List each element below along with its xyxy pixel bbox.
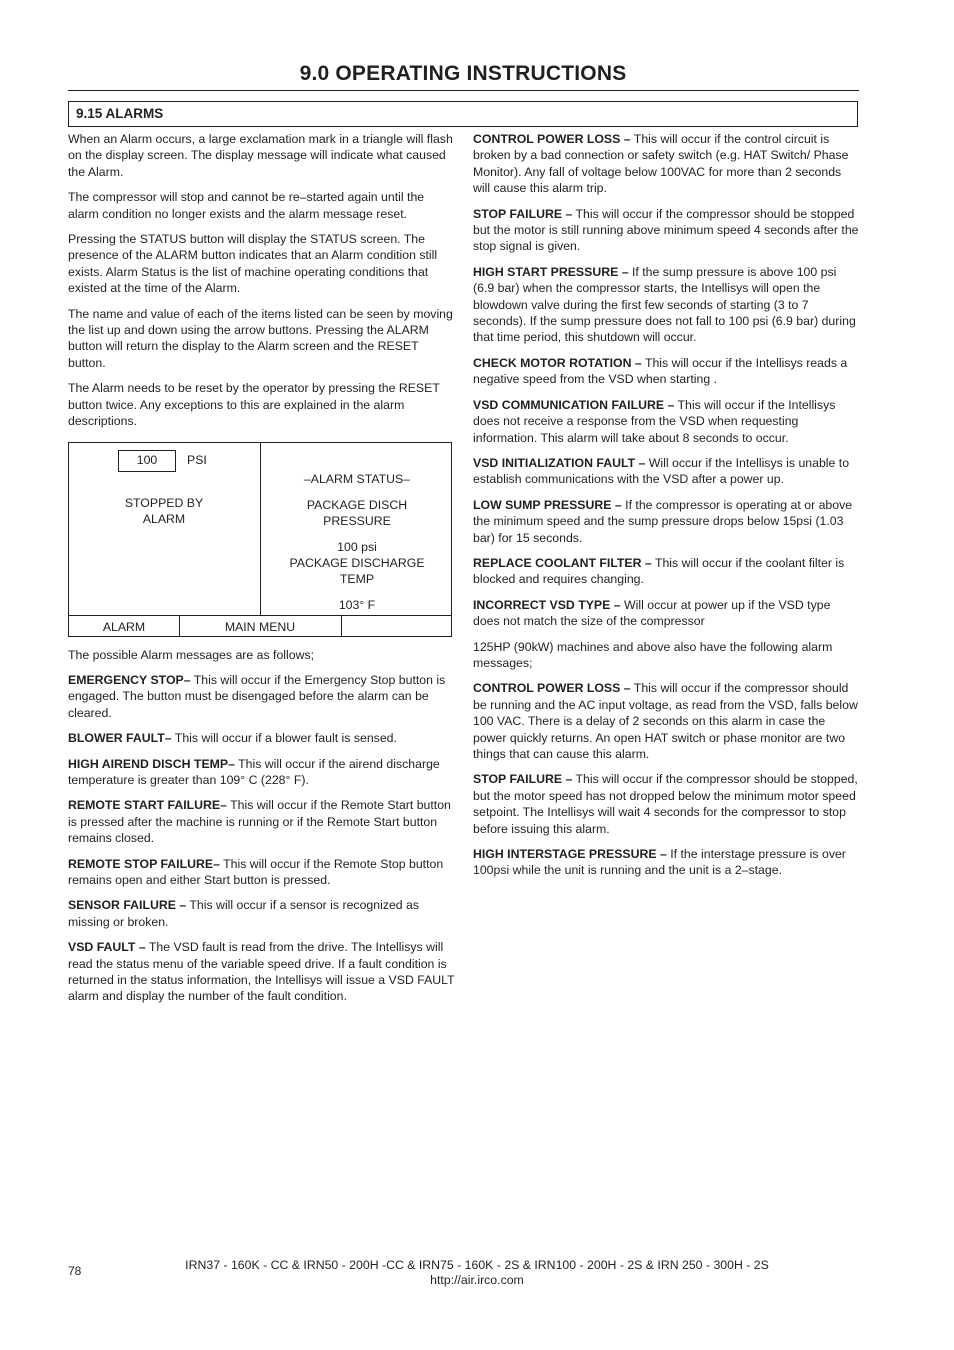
pressure-unit: PSI	[187, 452, 207, 467]
alarm-entry	[473, 455, 860, 488]
alarm-description: This will occur if the airend discharge temperature is greater than 109° C (228° F).	[68, 756, 440, 787]
alarm-name: BLOWER FAULT–	[68, 731, 172, 746]
footer-url: http://air.irco.com	[430, 1273, 524, 1287]
title-divider	[68, 90, 859, 91]
page-title: 9.0 OPERATING INSTRUCTIONS	[299, 62, 627, 85]
alarm-entry	[473, 397, 860, 446]
alarm-description: This will occur if the Intellisys reads a negative speed from the VSD when starting .	[473, 355, 848, 387]
alarm-name: EMERGENCY STOP–	[68, 672, 191, 687]
paragraph: Pressing the STATUS button will display the STATUS screen. The presence of the ALARM button indicates that an Alarm condition still exists. Alarm Status is the list of machine operating conditions that existed at the time of the Alarm.	[68, 232, 438, 296]
alarm-entry	[473, 680, 860, 762]
alarm-entry	[473, 131, 860, 197]
alarm-entry	[68, 939, 456, 1005]
status-item-line: PACKAGE DISCH	[306, 497, 408, 512]
softkey-alarm: ALARM	[102, 619, 146, 634]
alarm-name: REMOTE START FAILURE–	[68, 798, 227, 813]
alarm-name: CONTROL POWER LOSS –	[473, 681, 631, 696]
alarm-entry	[473, 497, 860, 546]
softkey-divider	[69, 615, 451, 616]
alarm-name: INCORRECT VSD TYPE –	[473, 597, 621, 612]
status-item-value: 100 psi	[337, 539, 377, 554]
machine-state-line: ALARM	[142, 511, 186, 526]
alarm-entry	[473, 846, 860, 879]
status-item-value: 103° F	[338, 597, 376, 612]
alarm-description: This will occur if the compressor should be stopped but the motor is still running above minimum speed 4 seconds after the stop signal is given.	[473, 206, 859, 254]
alarm-name: HIGH INTERSTAGE PRESSURE –	[473, 847, 667, 862]
alarm-entry	[473, 355, 860, 388]
alarm-name: LOW SUMP PRESSURE –	[473, 497, 622, 512]
alarm-description: This will occur if the control circuit is broken by a bad connection or safety switch (e.g. HAT Switch/ Phase Monitor). Any fall of voltage below 100VAC for more than 2 seconds will cause this alarm trip.	[473, 132, 849, 196]
alarm-name: VSD INITIALIZATION FAULT –	[473, 455, 646, 470]
alarm-name: STOP FAILURE –	[473, 206, 573, 221]
page-number: 78	[68, 1264, 82, 1278]
alarm-entry	[68, 672, 456, 721]
status-item-label	[261, 555, 453, 588]
alarm-name: CHECK MOTOR ROTATION –	[473, 355, 642, 370]
machine-state	[104, 495, 224, 528]
footer	[0, 1258, 954, 1288]
alarm-description: This will occur if the coolant filter is blocked and requires changing.	[473, 555, 845, 587]
alarm-entry	[473, 597, 860, 630]
machine-state-line: STOPPED BY	[124, 495, 204, 510]
paragraph: The compressor will stop and cannot be re–started again until the alarm condition no longer exists and the alarm message reset.	[68, 190, 425, 221]
alarm-description: If the compressor is operating at or above the minimum speed and the sump pressure drops below 15psi (1.03 bar) for 15 seconds.	[473, 497, 853, 545]
alarm-entry	[68, 756, 456, 789]
alarm-description: This will occur if the Remote Start button is pressed after the machine is running or if the Remote Start button remains closed.	[68, 798, 451, 846]
alarm-entry	[473, 206, 860, 255]
softkey-separator	[341, 615, 342, 637]
alarm-display-illustration	[68, 442, 452, 637]
footer-models: IRN37 - 160K - CC & IRN50 - 200H -CC & IRN75 - 160K - 2S & IRN100 - 200H - 2S & IRN 250 - 300H - 2S	[185, 1258, 769, 1272]
alarm-description: If the sump pressure is above 100 psi (6.9 bar) when the compressor starts, the Intellisys will open the blowdown valve during the first few seconds of starting (3 to 7 seconds). If the sump pressure does not fall to 100 psi (6.9 bar) during that time period, this shutdown will occur.	[473, 264, 856, 345]
alarm-name: VSD COMMUNICATION FAILURE –	[473, 397, 675, 412]
alarm-description: This will occur if the Emergency Stop button is engaged. The button must be disengaged before the alarm can be cleared.	[68, 672, 446, 720]
alarm-description: This will occur if the compressor should be running and the AC input voltage, as read from the VSD, falls below 100 VAC. There is a delay of 2 seconds on this alarm in case the power quickly returns. An open HAT switch or phase monitor are two things that can cause this alarm.	[473, 681, 858, 761]
alarm-entry	[473, 264, 860, 346]
alarm-name: HIGH START PRESSURE –	[473, 264, 629, 279]
alarm-entry	[68, 856, 456, 889]
paragraph: The Alarm needs to be reset by the operator by pressing the RESET button twice. Any exceptions to this are explained in the alarm descriptions.	[68, 381, 440, 429]
alarm-description: This will occur if a blower fault is sensed.	[171, 731, 397, 746]
alarm-entry	[68, 797, 456, 846]
alarm-entry	[68, 897, 456, 930]
alarm-entry	[473, 555, 860, 588]
alarm-name: REPLACE COOLANT FILTER –	[473, 555, 652, 570]
alarm-name: STOP FAILURE –	[473, 772, 573, 787]
alarm-description: If the interstage pressure is over 100psi while the unit is running and the unit is a 2–stage.	[473, 847, 846, 878]
right-column	[473, 131, 860, 888]
status-item-line: PACKAGE DISCHARGE	[289, 555, 425, 570]
pressure-value-box: 100	[118, 450, 176, 472]
paragraph: When an Alarm occurs, a large exclamation mark in a triangle will flash on the display screen. The display message will indicate what caused the Alarm.	[68, 132, 453, 179]
paragraph: The name and value of each of the items listed can be seen by moving the list up and down using the arrow buttons. Pressing the ALARM button will return the display to the Alarm screen and the RESET button.	[68, 306, 453, 370]
alarm-description: Will occur if the Intellisys is unable to establish communications with the VSD after a power up.	[473, 455, 850, 487]
section-heading-box	[68, 101, 858, 127]
left-column	[68, 131, 456, 1014]
alarm-entry	[68, 730, 456, 746]
alarm-description: This will occur if a sensor is recognized as missing or broken.	[68, 898, 420, 929]
alarm-description: This will occur if the Intellisys does not receive a response from the VSD when requesting information. This alarm will take about 8 seconds to occur.	[473, 397, 836, 445]
alarm-description: This will occur if the compressor should be stopped, but the motor speed has not dropped below the minimum motor speed setpoint. The Intellisys will wait 4 seconds for the compressor to stop before issuing this alarm.	[473, 772, 858, 836]
alarm-name: VSD FAULT –	[68, 940, 146, 955]
softkey-main-menu: MAIN MENU	[224, 619, 296, 634]
status-item-line: PRESSURE	[323, 513, 391, 528]
paragraph: The possible Alarm messages are as follows;	[68, 647, 315, 662]
section-heading: 9.15 ALARMS	[76, 106, 164, 121]
alarm-description: The VSD fault is read from the drive. The Intellisys will read the status menu of the variable speed drive. If a fault condition is returned in the status information, the Intellisys will issue a VSD FAULT alarm and display the number of the fault condition.	[68, 940, 455, 1004]
alarm-description: Will occur at power up if the VSD type does not match the size of the compressor	[473, 597, 831, 629]
status-item-label	[261, 497, 453, 530]
paragraph: 125HP (90kW) machines and above also have the following alarm messages;	[473, 639, 833, 670]
alarm-name: REMOTE STOP FAILURE–	[68, 856, 220, 871]
alarm-name: CONTROL POWER LOSS –	[473, 132, 631, 146]
status-item-line: TEMP	[339, 571, 375, 586]
alarm-entry	[473, 771, 860, 837]
alarm-name: SENSOR FAILURE –	[68, 898, 187, 913]
alarm-name: HIGH AIREND DISCH TEMP–	[68, 756, 235, 771]
alarm-description: This will occur if the Remote Stop button remains open and either Start button is pressed.	[68, 856, 444, 887]
alarm-status-title: –ALARM STATUS–	[303, 471, 411, 486]
